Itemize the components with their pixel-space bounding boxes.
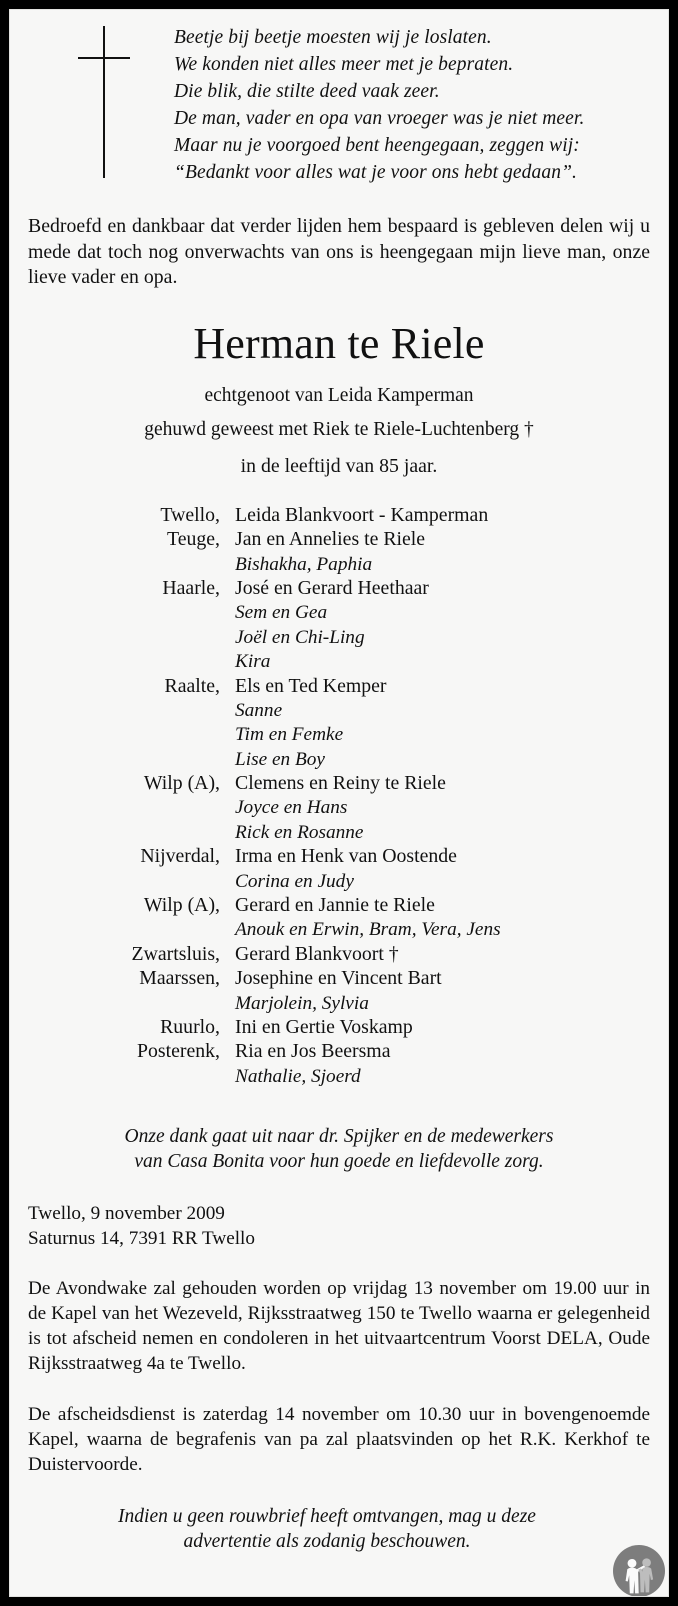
deceased-name: Herman te Riele xyxy=(193,318,485,368)
family-row xyxy=(28,942,650,969)
family-place: Ruurlo, xyxy=(160,1015,220,1038)
footer-note-line: Indien u geen rouwbrief heeft omtvangen, mag u deze xyxy=(118,1506,536,1528)
family-name: Bishakha, Paphia xyxy=(235,553,373,575)
family-place: Raalte, xyxy=(164,674,220,697)
family-row xyxy=(28,798,650,822)
family-name: Josephine en Vincent Bart xyxy=(235,967,442,990)
family-row xyxy=(28,674,650,701)
family-name: Els en Ted Kemper xyxy=(235,674,387,697)
family-row xyxy=(28,896,650,920)
family-row xyxy=(28,628,650,652)
family-row xyxy=(28,823,650,847)
family-row xyxy=(28,1067,650,1091)
poem-line: Maar nu je voorgoed bent heengegaan, zeggen wij: xyxy=(174,135,580,156)
relations-block xyxy=(10,386,668,440)
family-name: Nathalie, Sjoerd xyxy=(235,1065,361,1087)
family-row xyxy=(28,872,650,896)
family-place: Twello, xyxy=(160,503,220,526)
place-date-line: Twello, 9 november 2009 xyxy=(28,1203,225,1225)
family-place: Maarssen, xyxy=(139,967,220,990)
poem-block xyxy=(10,10,668,202)
family-name: Ria en Jos Beersma xyxy=(235,1040,391,1063)
cross-vertical-bar xyxy=(103,26,105,178)
poem-text xyxy=(174,24,650,186)
family-row xyxy=(28,503,650,530)
family-name: Gerard en Jannie te Riele xyxy=(235,894,435,917)
family-place: Nijverdal, xyxy=(140,845,220,868)
announcement-intro-text: Bedroefd en dankbaar dat verder lijden hem bespaard is gebleven delen wij u mede dat toch nog onverwachts van ons is heengegaan mijn lieve man, onze lieve vader en opa. xyxy=(28,215,650,289)
family-place: Wilp (A), xyxy=(143,894,220,917)
family-place: Posterenk, xyxy=(137,1040,220,1063)
thanks-block xyxy=(40,1125,638,1174)
family-place: Zwartsluis, xyxy=(131,942,220,965)
family-name: Irma en Henk van Oostende xyxy=(235,845,457,868)
two-embracing-figures-circle-logo-icon xyxy=(610,1542,668,1597)
family-name: Rick en Rosanne xyxy=(235,821,364,843)
family-name: Anouk en Erwin, Bram, Vera, Jens xyxy=(235,919,501,941)
family-list xyxy=(10,503,668,1091)
family-row xyxy=(28,774,650,798)
family-place: Wilp (A), xyxy=(143,772,220,795)
family-name: José en Gerard Heethaar xyxy=(235,576,429,599)
family-row xyxy=(28,847,650,871)
family-name: Jan en Annelies te Riele xyxy=(235,528,426,551)
notice-sheet xyxy=(9,9,669,1597)
family-name: Ini en Gertie Voskamp xyxy=(235,1015,413,1038)
poem-line: We konden niet alles meer met je bepraten. xyxy=(174,54,514,75)
thanks-line: van Casa Bonita voor hun goede en liefdevolle zorg. xyxy=(134,1150,544,1172)
cross-horizontal-bar xyxy=(78,57,130,59)
family-row xyxy=(28,1015,650,1042)
family-place: Haarle, xyxy=(162,576,220,599)
family-row xyxy=(28,530,650,554)
family-name: Sem en Gea xyxy=(235,602,328,624)
address-block xyxy=(28,1202,650,1251)
family-name: Sanne xyxy=(235,699,283,721)
footer-note-block xyxy=(40,1505,614,1555)
family-name: Gerard Blankvoort † xyxy=(235,942,399,965)
family-name: Clemens en Reiny te Riele xyxy=(235,772,446,795)
poem-line: De man, vader en opa van vroeger was je niet meer. xyxy=(174,108,585,129)
family-name: Corina en Judy xyxy=(235,870,354,892)
poem-line: Beetje bij beetje moesten wij je loslaten. xyxy=(174,27,492,48)
spouse-line: echtgenoot van Leida Kamperman xyxy=(204,384,474,406)
family-name: Kira xyxy=(235,651,271,673)
family-name: Lise en Boy xyxy=(235,748,325,770)
wake-details-paragraph: De Avondwake zal gehouden worden op vrijdag 13 november om 19.00 uur in de Kapel van het Wezeveld, Rijksstraatweg 150 te Twello waarna er gelegenheid is tot afscheid nemen en condoleren in het uitvaartcentrum Voorst DELA, Oude Rijksstraatweg 4a te Twello. xyxy=(28,1278,650,1375)
family-row xyxy=(28,555,650,579)
family-row xyxy=(28,603,650,627)
family-name: Joël en Chi-Ling xyxy=(235,626,365,648)
thanks-line: Onze dank gaat uit naar dr. Spijker en de medewerkers xyxy=(124,1126,554,1148)
funeral-service-paragraph: De afscheidsdienst is zaterdag 14 november om 10.30 uur in bovengenoemde Kapel, waarna de begrafenis van pa zal plaatsvinden op het R.K. Kerkhof te Duistervoorde. xyxy=(28,1404,650,1476)
family-name: Tim en Femke xyxy=(235,724,344,746)
family-name: Leida Blankvoort - Kamperman xyxy=(235,503,489,526)
family-row xyxy=(28,1042,650,1066)
family-row xyxy=(28,652,650,676)
latin-cross-icon xyxy=(74,26,134,178)
family-row xyxy=(28,725,650,749)
age-line: in de leeftijd van 85 jaar. xyxy=(240,454,438,477)
family-row xyxy=(28,701,650,725)
family-row xyxy=(28,576,650,603)
family-row xyxy=(28,994,650,1018)
family-name: Marjolein, Sylvia xyxy=(235,992,369,1014)
family-name: Joyce en Hans xyxy=(235,797,348,819)
previous-marriage-line: gehuwd geweest met Riek te Riele-Luchtenberg † xyxy=(144,419,534,441)
poem-line: “Bedankt voor alles wat je voor ons hebt gedaan”. xyxy=(174,162,577,183)
family-row xyxy=(28,920,650,944)
poem-line: Die blik, die stilte deed vaak zeer. xyxy=(174,81,440,102)
street-address-line: Saturnus 14, 7391 RR Twello xyxy=(28,1227,255,1249)
family-row xyxy=(28,969,650,993)
family-row xyxy=(28,750,650,774)
family-place: Teuge, xyxy=(167,528,220,551)
footer-note-line: advertentie als zodanig beschouwen. xyxy=(183,1531,471,1553)
